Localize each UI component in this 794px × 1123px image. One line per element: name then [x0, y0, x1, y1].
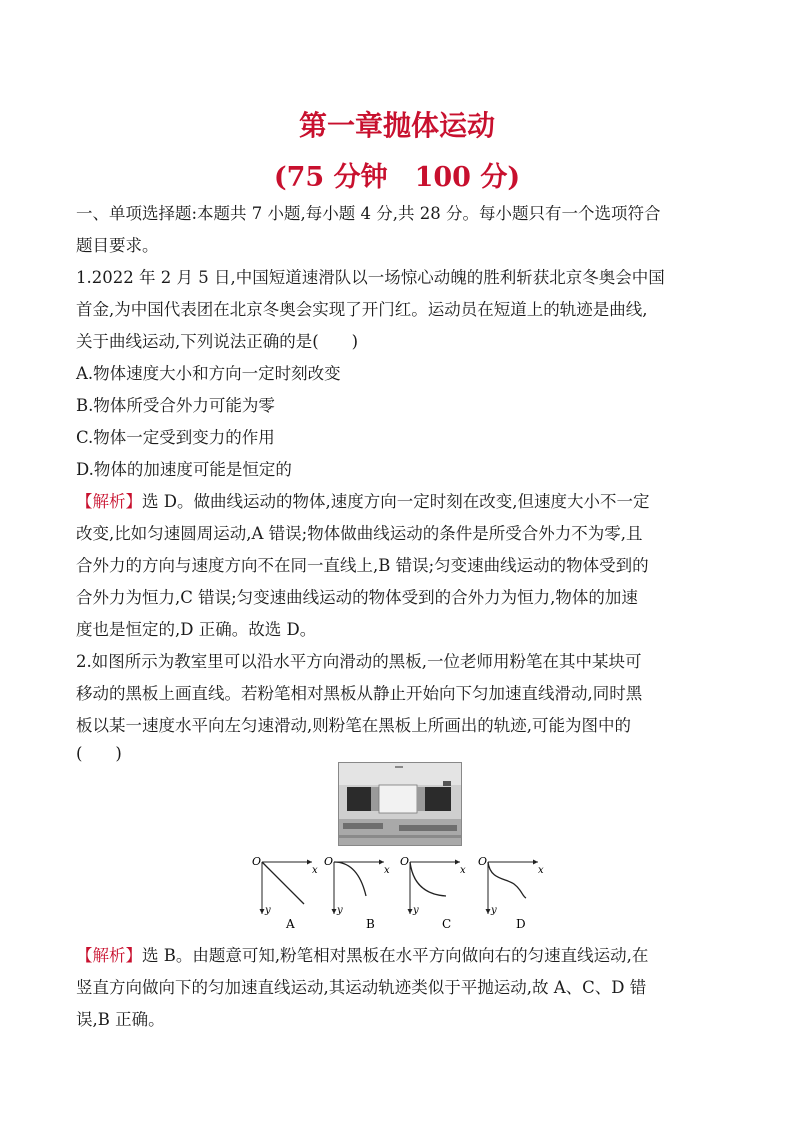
origin-label: O	[324, 855, 334, 868]
q2-stem-line-3: 板以某一速度水平向左匀速滑动,则粉笔在黑板上所画出的轨迹,可能为图中的	[76, 716, 631, 735]
x-axis-label: x	[312, 865, 318, 876]
q1-stem-line-3: 关于曲线运动,下列说法正确的是( )	[76, 332, 359, 351]
graph-label-c: C	[442, 917, 452, 931]
graph-label-b: B	[366, 917, 375, 931]
x-axis-label: x	[460, 865, 466, 876]
q1-option-a: A.物体速度大小和方向一定时刻改变	[76, 364, 341, 383]
origin-label: O	[478, 855, 488, 868]
q1-analysis-line-3: 合外力的方向与速度方向不在同一直线上,B 错误;匀变速曲线运动的物体受到的	[76, 556, 649, 575]
graph-d	[478, 855, 544, 931]
x-axis-label: x	[384, 865, 390, 876]
graph-a	[252, 855, 318, 931]
y-axis-label: y	[265, 905, 271, 916]
trajectory-b	[334, 862, 366, 896]
q1-option-b: B.物体所受合外力可能为零	[76, 396, 275, 415]
q2-stem-line-2: 移动的黑板上画直线。若粉笔相对黑板从静止开始向下匀加速直线滑动,同时黑	[76, 684, 643, 703]
trajectory-d	[488, 862, 526, 898]
section-instruction-line-1: 一、单项选择题:本题共 7 小题,每小题 4 分,共 28 分。每小题只有一个选项符合	[76, 204, 661, 223]
y-axis-label: y	[413, 905, 419, 916]
q1-stem-line-1: 1.2022 年 2 月 5 日,中国短道速滑队以一场惊心动魄的胜利斩获北京冬奥会中国	[76, 268, 665, 287]
q1-option-c: C.物体一定受到变力的作用	[76, 428, 275, 447]
graph-b	[324, 855, 390, 931]
classroom-blackboard-photo	[338, 762, 462, 846]
graph-label-d: D	[516, 917, 526, 931]
analysis-tag: 【解析】	[76, 492, 142, 511]
trajectory-c	[410, 862, 446, 896]
origin-label: O	[252, 855, 262, 868]
q1-analysis-line-5: 度也是恒定的,D 正确。故选 D。	[76, 620, 317, 639]
analysis-tag: 【解析】	[76, 946, 142, 965]
chapter-title: 第一章抛体运动	[298, 109, 495, 142]
q2-stem-line-1: 2.如图所示为教室里可以沿水平方向滑动的黑板,一位老师用粉笔在其中某块可	[76, 652, 642, 671]
q2-analysis-line-1	[76, 945, 726, 967]
q1-analysis-line-4: 合外力为恒力,C 错误;匀变速曲线运动的物体受到的合外力为恒力,物体的加速	[76, 588, 638, 607]
q2-analysis-text: 选 B。由题意可知,粉笔相对黑板在水平方向做向右的匀速直线运动,在	[142, 946, 649, 965]
origin-label: O	[400, 855, 410, 868]
q1-analysis-line-2: 改变,比如匀速圆周运动,A 错误;物体做曲线运动的条件是所受合外力不为零,且	[76, 524, 643, 543]
trajectory-option-graphs	[246, 852, 546, 934]
graph-c	[400, 855, 466, 931]
graph-label-a: A	[286, 917, 295, 931]
x-axis-label: x	[538, 865, 544, 876]
chapter-subtitle: (75 分钟 100 分)	[273, 162, 521, 193]
y-axis-label: y	[491, 905, 497, 916]
q2-analysis-line-3: 误,B 正确。	[76, 1010, 165, 1029]
q2-stem-line-4: ( )	[76, 744, 122, 763]
q2-analysis-line-2: 竖直方向做向下的匀加速直线运动,其运动轨迹类似于平抛运动,故 A、C、D 错	[76, 978, 647, 997]
y-axis-label: y	[337, 905, 343, 916]
trajectory-a	[262, 862, 304, 904]
q1-stem-line-2: 首金,为中国代表团在北京冬奥会实现了开门红。运动员在短道上的轨迹是曲线,	[76, 300, 648, 319]
q1-option-d: D.物体的加速度可能是恒定的	[76, 460, 292, 479]
q1-analysis-text: 选 D。做曲线运动的物体,速度方向一定时刻在改变,但速度大小不一定	[142, 492, 650, 511]
section-instruction-line-2: 题目要求。	[76, 236, 159, 255]
q1-analysis-line-1	[76, 491, 726, 513]
